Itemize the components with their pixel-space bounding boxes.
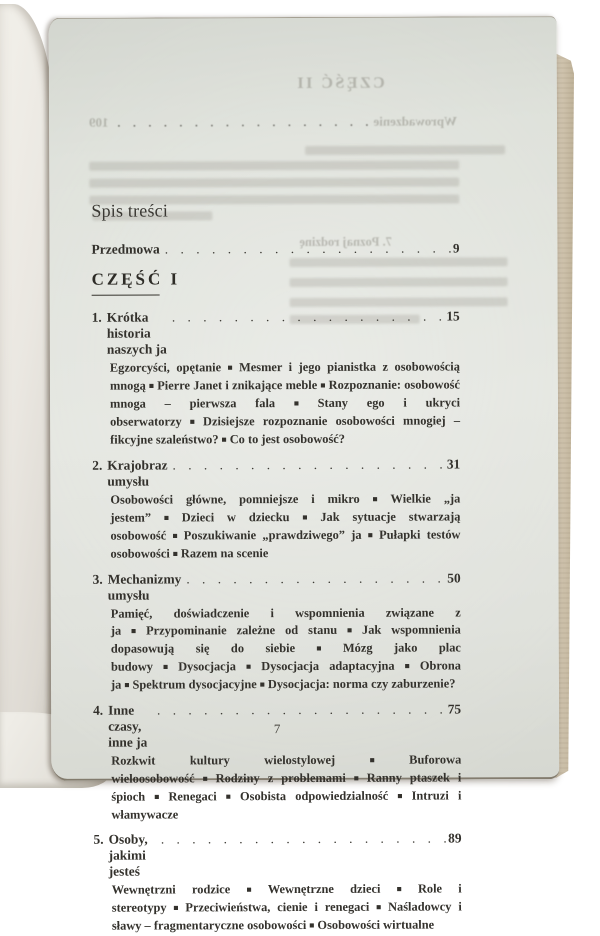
topic-separator-square: ■ [364,529,377,540]
part-heading: CZĘŚĆ I [91,269,181,289]
topic-separator-square: ■ [233,883,265,894]
bleedthrough-text-line [89,160,459,170]
topic-separator-square: ■ [172,547,178,558]
bleedthrough-intro-row [89,113,457,130]
topic-separator-square: ■ [320,379,326,390]
topic-separator-square: ■ [348,772,364,783]
chapter-number: 3. [92,571,103,587]
toc-entry-heading [92,308,460,357]
chapter-title: Osoby, jakimi jesteś [108,831,148,879]
topic-separator-square: ■ [169,529,181,540]
topic-separator-square: ■ [219,790,237,801]
topic-separator-square: ■ [224,361,237,372]
topic-separator-square: ■ [362,493,388,504]
preface-page-number: 9 [452,240,460,256]
toc-entry-heading [92,456,460,489]
chapter-page-number: 89 [448,830,462,846]
topic-separator-square: ■ [238,660,259,671]
bleedthrough-dot-leader [109,114,374,129]
toc-content [91,199,462,935]
bleedthrough-intro-page: 109 [89,114,109,130]
chapter-page-number: 31 [446,456,461,472]
toc-entries [92,308,462,935]
previous-page-curl [0,4,56,786]
topic-separator-square: ■ [397,660,417,671]
topic-separator-square: ■ [391,790,409,801]
dot-leader [181,571,447,586]
chapter-number: 1. [91,309,102,325]
topic-separator-square: ■ [298,642,340,653]
topic-separator-square: ■ [155,660,176,672]
chapter-topics: Egzorcyści, opętanie ■ Mesmer i jego pianistka z osobowością mnogą ■ Pierre Janet i znikające meble ■ Rozpoznanie: osobowość mnoga – pierwsza fala ■ Stany ego i ukryci obserwatorzy ■ Dzisiejsze rozpoznanie osobowości mnogiej – fikcyjne szaleństwo? ■ Co to jest osobowość? [109,359,461,447]
bleedthrough-intro-label: Wprowadzenie [373,113,458,129]
chapter-topics: Rozkwit kultury wielostylowej ■ Buforowa wieloosobowość ■ Rodziny z problemami ■ Ranny ptaszek i śpioch ■ Renegaci ■ Osobista odpowiedzialność ■ Intruzi i włamywacze [111,752,462,822]
chapter-number: 4. [93,702,104,718]
topic-separator-square: ■ [338,754,407,765]
chapter-topics: Wewnętrzni rodzice ■ Wewnętrzne dzieci ■ Role i stereotypy ■ Przeciwieństwa, cienie i renegaci ■ Naśladowcy i sławy – fragmentaryczne osobowości ■ Osobowości wirtualne [111,881,462,933]
topic-separator-square: ■ [259,678,265,689]
preface-label: Przedmowa [91,241,160,257]
topic-separator-square: ■ [148,380,155,391]
chapter-topics: Pamięć, doświadczenie i wspomnienia związane z ja ■ Przypominanie zależne od stanu ■ Jak wspomnienia dopasowują się do siebie ■ Mózg jako plac budowy ■ Dysocjacja ■ Dysocjacja adaptacyjna ■ Obrona ja ■ Spektrum dysocjacyjne ■ Dysocjacja: norma czy zaburzenie? [110,605,461,692]
chapter-number: 2. [92,457,103,473]
topic-separator-square: ■ [169,901,183,912]
page-title: Spis treści [91,200,169,221]
bleedthrough-part-heading: CZĘŚĆ II [294,74,385,93]
toc-entry-heading [93,570,461,603]
dot-leader [156,830,448,845]
topic-separator-square: ■ [309,919,315,930]
page-number: 7 [273,721,281,737]
bleedthrough-chapter7-heading: 7. Poznaj rodzinę [299,234,392,250]
topic-separator-square: ■ [221,433,227,444]
preface-row [91,240,459,257]
part-underline [92,295,160,296]
chapter-title: Krajobraz umysłu [107,457,168,489]
dot-leader [152,702,448,717]
topic-separator-square: ■ [148,790,166,802]
toc-entry-heading [94,830,462,879]
topic-separator-square: ■ [197,772,213,783]
topic-separator-square: ■ [383,883,415,894]
chapter-page-number: 75 [447,701,462,717]
topic-separator-square: ■ [124,679,130,690]
dot-leader [168,457,447,472]
chapter-title: Krótka historia naszych ja [106,309,167,357]
chapter-page-number: 15 [446,308,460,324]
topic-separator-square: ■ [124,625,144,636]
bleedthrough-text-line [305,145,505,155]
chapter-page-number: 50 [447,570,461,586]
bleedthrough-text-line [89,177,459,187]
topic-separator-square: ■ [278,397,315,408]
chapter-number: 5. [93,831,104,847]
chapter-topics: Osobowości główne, pomniejsze i mikro ■ Wielkie „ja jestem” ■ Dzieci w dziecku ■ Jak sytuacje stwarzają osobowość ■ Poszukiwanie „prawdziwego” ja ■ Pułapki testów osobowości ■ Razem na scenie [110,491,461,561]
toc-entry [92,308,460,449]
toc-entry [92,456,460,563]
chapter-title: Inne czasy, inne ja [108,702,148,750]
topic-separator-square: ■ [372,901,386,912]
topic-separator-square: ■ [292,511,318,522]
toc-page [49,16,560,933]
topic-separator-square: ■ [153,511,179,523]
toc-entry [94,830,462,935]
chapter-title: Mechanizmy umysłu [107,571,182,603]
topic-separator-square: ■ [184,415,201,426]
dot-leader [160,240,453,255]
dot-leader [167,309,447,324]
toc-entry [93,570,461,694]
topic-separator-square: ■ [340,624,360,635]
